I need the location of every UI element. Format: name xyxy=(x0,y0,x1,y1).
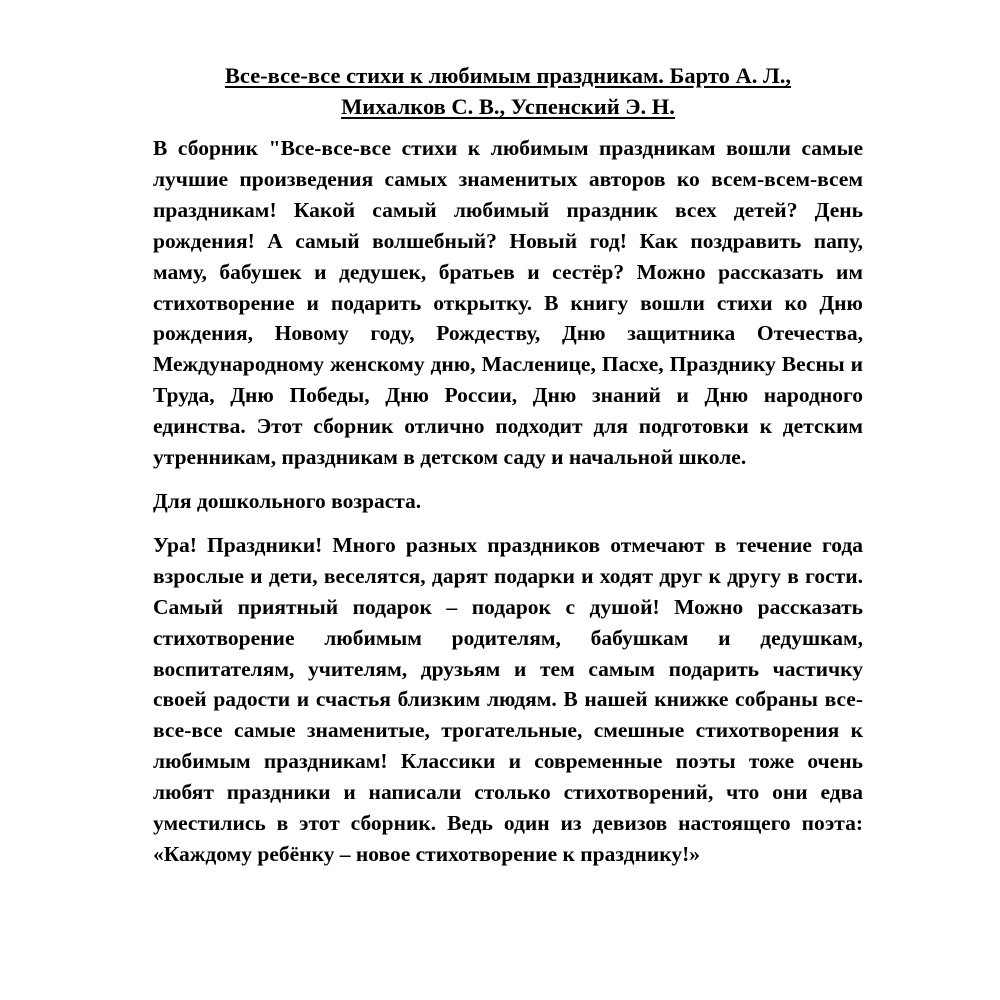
document-title xyxy=(153,60,863,122)
document-page xyxy=(153,60,863,883)
age-note: Для дошкольного возраста. xyxy=(153,488,422,513)
description-paragraph: В сборник "Все-все-все стихи к любимым праздникам вошли самые лучшие произведения самых знаменитых авторов ко всем-всем-всем праздникам! Какой самый любимый праздник всех детей? День рождения! А самый волшебный? Новый год! Как поздравить папу, маму, бабушек и дедушек, братьев и сестёр? Можно рассказать им стихотворение и подарить открытку. В книгу вошли стихи ко Дню рождения, Новому году, Рождеству, Дню защитника Отечества, Международному женскому дню, Масленице, Пасхе, Празднику Весны и Труда, Дню Победы, Дню России, Дню знаний и Дню народного единства. Этот сборник отлично подходит для подготовки к детским утренникам, праздникам в детском саду и начальной школе. xyxy=(153,136,863,470)
title-line-1: Все-все-все стихи к любимым праздникам. Барто А. Л., xyxy=(224,63,792,88)
intro-paragraph: Ура! Праздники! Много разных праздников отмечают в течение года взрослые и дети, веселятся, дарят подарки и ходят друг к другу в гости. Самый приятный подарок – подарок с душой! Можно рассказать стихотворение любимым родителям, бабушкам и дедушкам, воспитателям, учителям, друзьям и тем самым подарить частичку своей радости и счастья близким людям. В нашей книжке собраны все-все-все самые знаменитые, трогательные, смешные стихотворения к любимым праздникам! Классики и современные поэты тоже очень любят праздники и написали столько стихотворений, что они едва уместились в этот сборник. Ведь один из девизов настоящего поэта: «Каждому ребёнку – новое стихотворение к празднику!» xyxy=(153,532,863,866)
title-line-2: Михалков С. В., Успенский Э. Н. xyxy=(341,94,675,119)
